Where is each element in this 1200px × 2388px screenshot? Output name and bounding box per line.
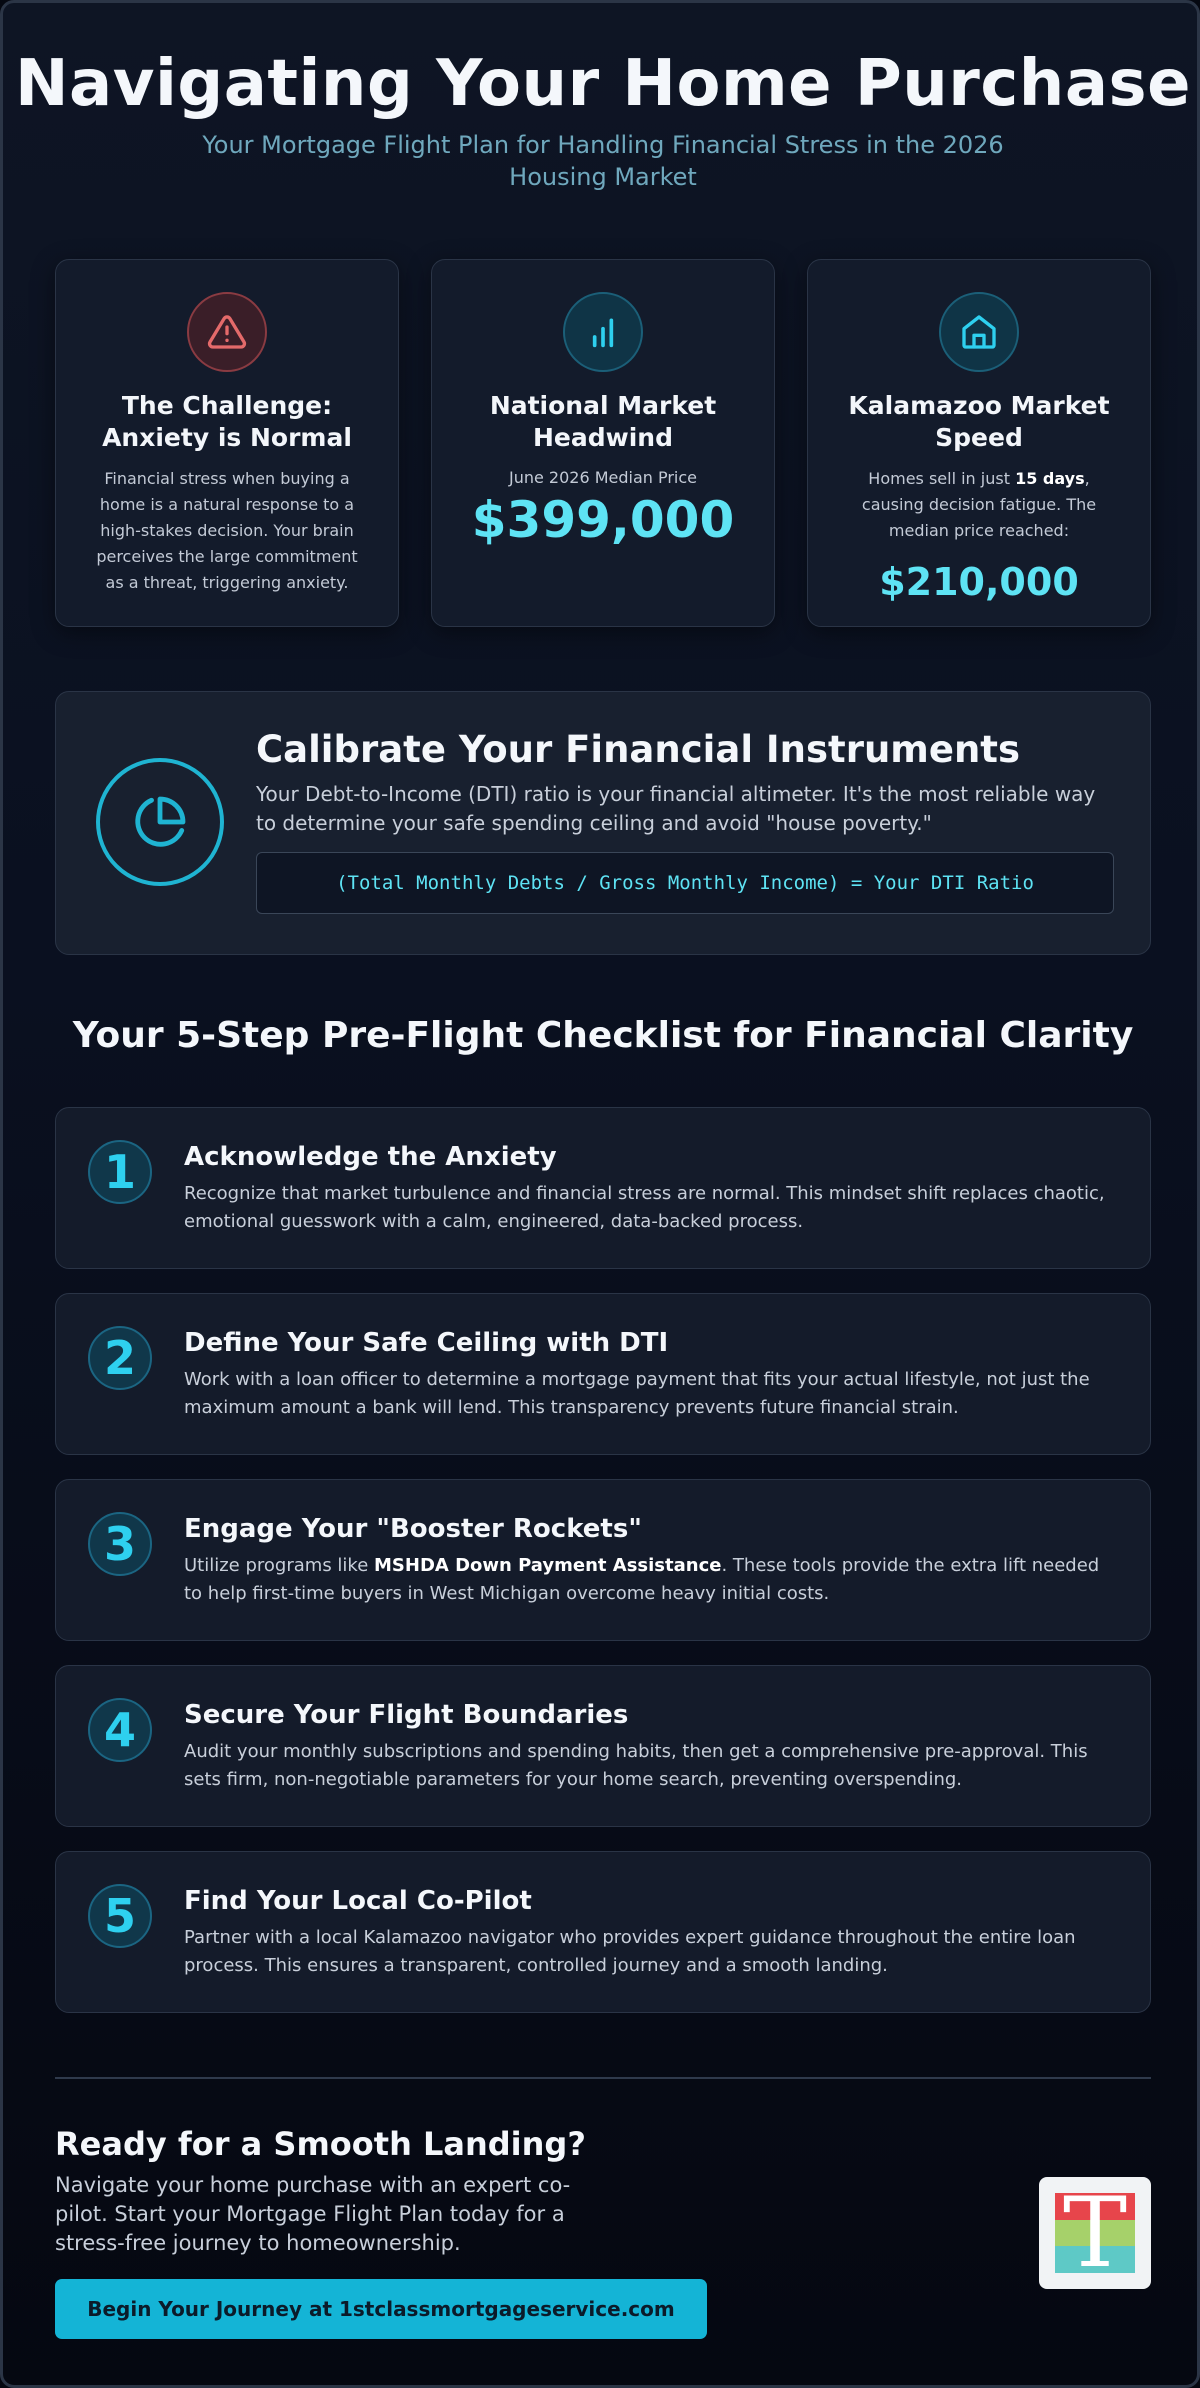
home-icon bbox=[939, 292, 1019, 372]
step-number: 4 bbox=[88, 1698, 152, 1762]
text-part: . These tools provide the extra lift needed to help first-time buyers in West Michigan overcome heavy initial costs. bbox=[184, 1555, 1100, 1604]
text-part: , causing decision fatigue. The median price reached: bbox=[861, 469, 1097, 540]
step-number: 1 bbox=[88, 1140, 152, 1204]
calibrate-panel bbox=[55, 691, 1151, 955]
dti-formula: (Total Monthly Debts / Gross Monthly Income) = Your DTI Ratio bbox=[256, 852, 1114, 914]
calibrate-text: Your Debt-to-Income (DTI) ratio is your financial altimeter. It's the most reliable way to determine your safe spending ceiling and avoid "house poverty." bbox=[256, 782, 1096, 835]
begin-journey-button[interactable]: Begin Your Journey at 1stclassmortgageservice.com bbox=[55, 2279, 707, 2339]
kalamazoo-median-price: $210,000 bbox=[879, 560, 1079, 604]
text-part: Utilize programs like bbox=[184, 1555, 374, 1576]
step-title: Secure Your Flight Boundaries bbox=[184, 1700, 629, 1730]
program-highlight: MSHDA Down Payment Assistance bbox=[374, 1555, 722, 1576]
step-title: Define Your Safe Ceiling with DTI bbox=[184, 1328, 669, 1358]
card-title: National Market Headwind bbox=[489, 391, 717, 452]
step-text: Partner with a local Kalamazoo navigator who provides expert guidance throughout the entire loan process. This ensures a transparent, controlled journey and a smooth landing. bbox=[184, 1927, 1076, 1976]
checklist-step bbox=[55, 1107, 1151, 1269]
step-text: Audit your monthly subscriptions and spending habits, then get a comprehensive pre-approval. This sets firm, non-negotiable parameters for your home search, preventing overspending. bbox=[184, 1741, 1088, 1790]
calibrate-title: Calibrate Your Financial Instruments bbox=[256, 728, 1020, 771]
national-market-card bbox=[431, 259, 775, 627]
card-title: Kalamazoo Market Speed bbox=[848, 391, 1110, 452]
days-highlight: 15 days bbox=[1015, 469, 1085, 488]
step-number: 5 bbox=[88, 1884, 152, 1948]
step-number: 2 bbox=[88, 1326, 152, 1390]
checklist-step bbox=[55, 1293, 1151, 1455]
kalamazoo-market-card bbox=[807, 259, 1151, 627]
checklist-title: Your 5-Step Pre-Flight Checklist for Financial Clarity bbox=[72, 1015, 1134, 1056]
warning-triangle-icon bbox=[187, 292, 267, 372]
step-number: 3 bbox=[88, 1512, 152, 1576]
step-text bbox=[184, 1552, 1114, 1608]
bar-chart-icon bbox=[563, 292, 643, 372]
checklist-step bbox=[55, 1851, 1151, 2013]
card-title: The Challenge: Anxiety is Normal bbox=[102, 391, 352, 452]
card-label: June 2026 Median Price bbox=[508, 468, 698, 487]
page-title: Navigating Your Home Purchase bbox=[14, 47, 1192, 121]
step-text: Recognize that market turbulence and financial stress are normal. This mindset shift replaces chaotic, emotional guesswork with a calm, engineered, data-backed process. bbox=[184, 1183, 1105, 1232]
pie-chart-icon bbox=[96, 758, 224, 886]
card-text bbox=[808, 466, 1150, 544]
national-median-price: $399,000 bbox=[471, 491, 735, 549]
step-text: Work with a loan officer to determine a mortgage payment that fits your actual lifestyle, not just the maximum amount a bank will lend. This transparency prevents future financial strain. bbox=[184, 1369, 1090, 1418]
card-text: Financial stress when buying a home is a natural response to a high-stakes decision. Your brain perceives the large commitment as a threat, triggering anxiety. bbox=[96, 469, 358, 592]
step-title: Engage Your "Booster Rockets" bbox=[184, 1514, 642, 1544]
cta-title: Ready for a Smooth Landing? bbox=[55, 2125, 586, 2163]
logo-letter: T bbox=[1062, 2177, 1128, 2289]
checklist-step bbox=[55, 1665, 1151, 1827]
page-subtitle: Your Mortgage Flight Plan for Handling Financial Stress in the 2026 Housing Market bbox=[202, 131, 1004, 191]
divider bbox=[55, 2077, 1151, 2079]
checklist-step bbox=[55, 1479, 1151, 1641]
cta-text: Navigate your home purchase with an expert co-pilot. Start your Mortgage Flight Plan today for a stress-free journey to homeownership. bbox=[55, 2173, 571, 2255]
text-part: Homes sell in just bbox=[868, 469, 1016, 488]
step-title: Find Your Local Co-Pilot bbox=[184, 1886, 532, 1916]
challenge-card bbox=[55, 259, 399, 627]
step-title: Acknowledge the Anxiety bbox=[184, 1142, 557, 1172]
brand-logo bbox=[1039, 2177, 1151, 2289]
